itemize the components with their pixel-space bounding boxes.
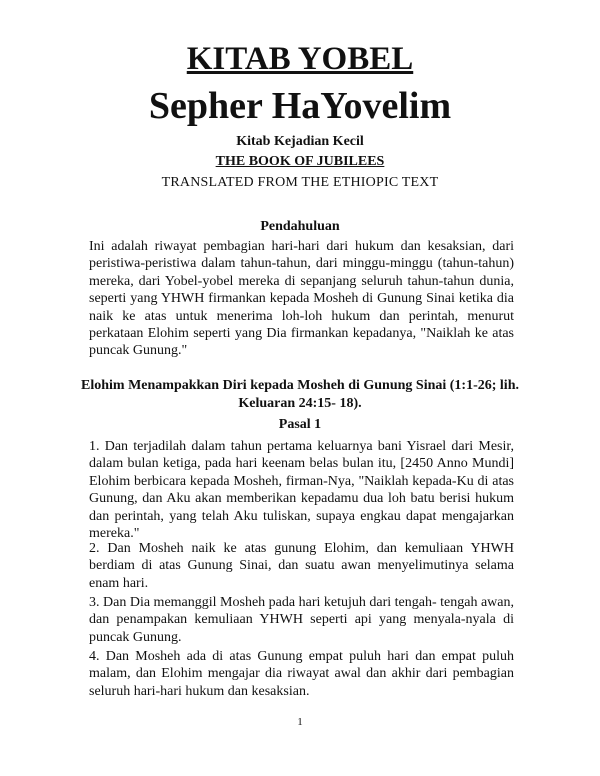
document-title: KITAB YOBEL	[186, 41, 414, 77]
subtitle-line-3: TRANSLATED FROM THE ETHIOPIC TEXT	[161, 175, 439, 190]
subtitle-line-1: Kitab Kejadian Kecil	[236, 134, 364, 149]
verse-paragraph: 4. Dan Mosheh ada di atas Gunung empat puluh hari dan empat puluh malam, dan Elohim mengajar dia riwayat awal dan akhir dari pembagian seluruh hari-hari hukum dan kesaksian.	[89, 649, 514, 699]
document-subtitle: Sepher HaYovelim	[148, 85, 452, 127]
subtitle-line-2: THE BOOK OF JUBILEES	[215, 154, 385, 169]
verse-paragraph: 3. Dan Dia memanggil Mosheh pada hari ketujuh dari tengah- tengah awan, dan penampakan kemuliaan YHWH seperti api yang menyala-nyala di puncak Gunung.	[89, 595, 514, 645]
intro-heading: Pendahuluan	[260, 219, 340, 234]
page-number: 1	[297, 716, 303, 728]
pasal-heading: Pasal 1	[278, 417, 322, 432]
verse-paragraph: 2. Dan Mosheh naik ke atas gunung Elohim, dan kemuliaan YHWH berdiam di atas Gunung Sinai, dan suatu awan menyelimutinya selama enam hari.	[89, 541, 514, 591]
chapter-heading: Elohim Menampakkan Diri kepada Mosheh di Gunung Sinai (1:1-26; lih. Keluaran 24:15- 18).	[81, 378, 519, 411]
verse-paragraph: 1. Dan terjadilah dalam tahun pertama keluarnya bani Yisrael dari Mesir, dalam bulan ketiga, pada hari keenam belas bulan itu, [2450 Anno Mundi] Elohim berbicara kepada Mosheh, firman-Nya, "Naiklah kepada-Ku di atas Gunung, dan Aku akan memberikan kepadamu dua loh batu berisi hukum dan perintah, yang telah Aku tuliskan, supaya engkau dapat mengajarkan mereka."	[89, 439, 514, 542]
intro-paragraph: Ini adalah riwayat pembagian hari-hari dari hukum dan kesaksian, dari peristiwa-peristiwa dalam tahun-tahun, dari minggu-minggu (tahun-tahun) mereka, dari Yobel-yobel mereka di sepanjang seluruh tahun-tahun dunia, seperti yang YHWH firmankan kepada Mosheh di Gunung Sinai ketika dia naik ke atas untuk menerima loh-loh hukum dan perintah, menurut perkataan Elohim seperti yang Dia firmankan kepadanya, "Naiklah ke atas puncak Gunung."	[89, 239, 514, 359]
